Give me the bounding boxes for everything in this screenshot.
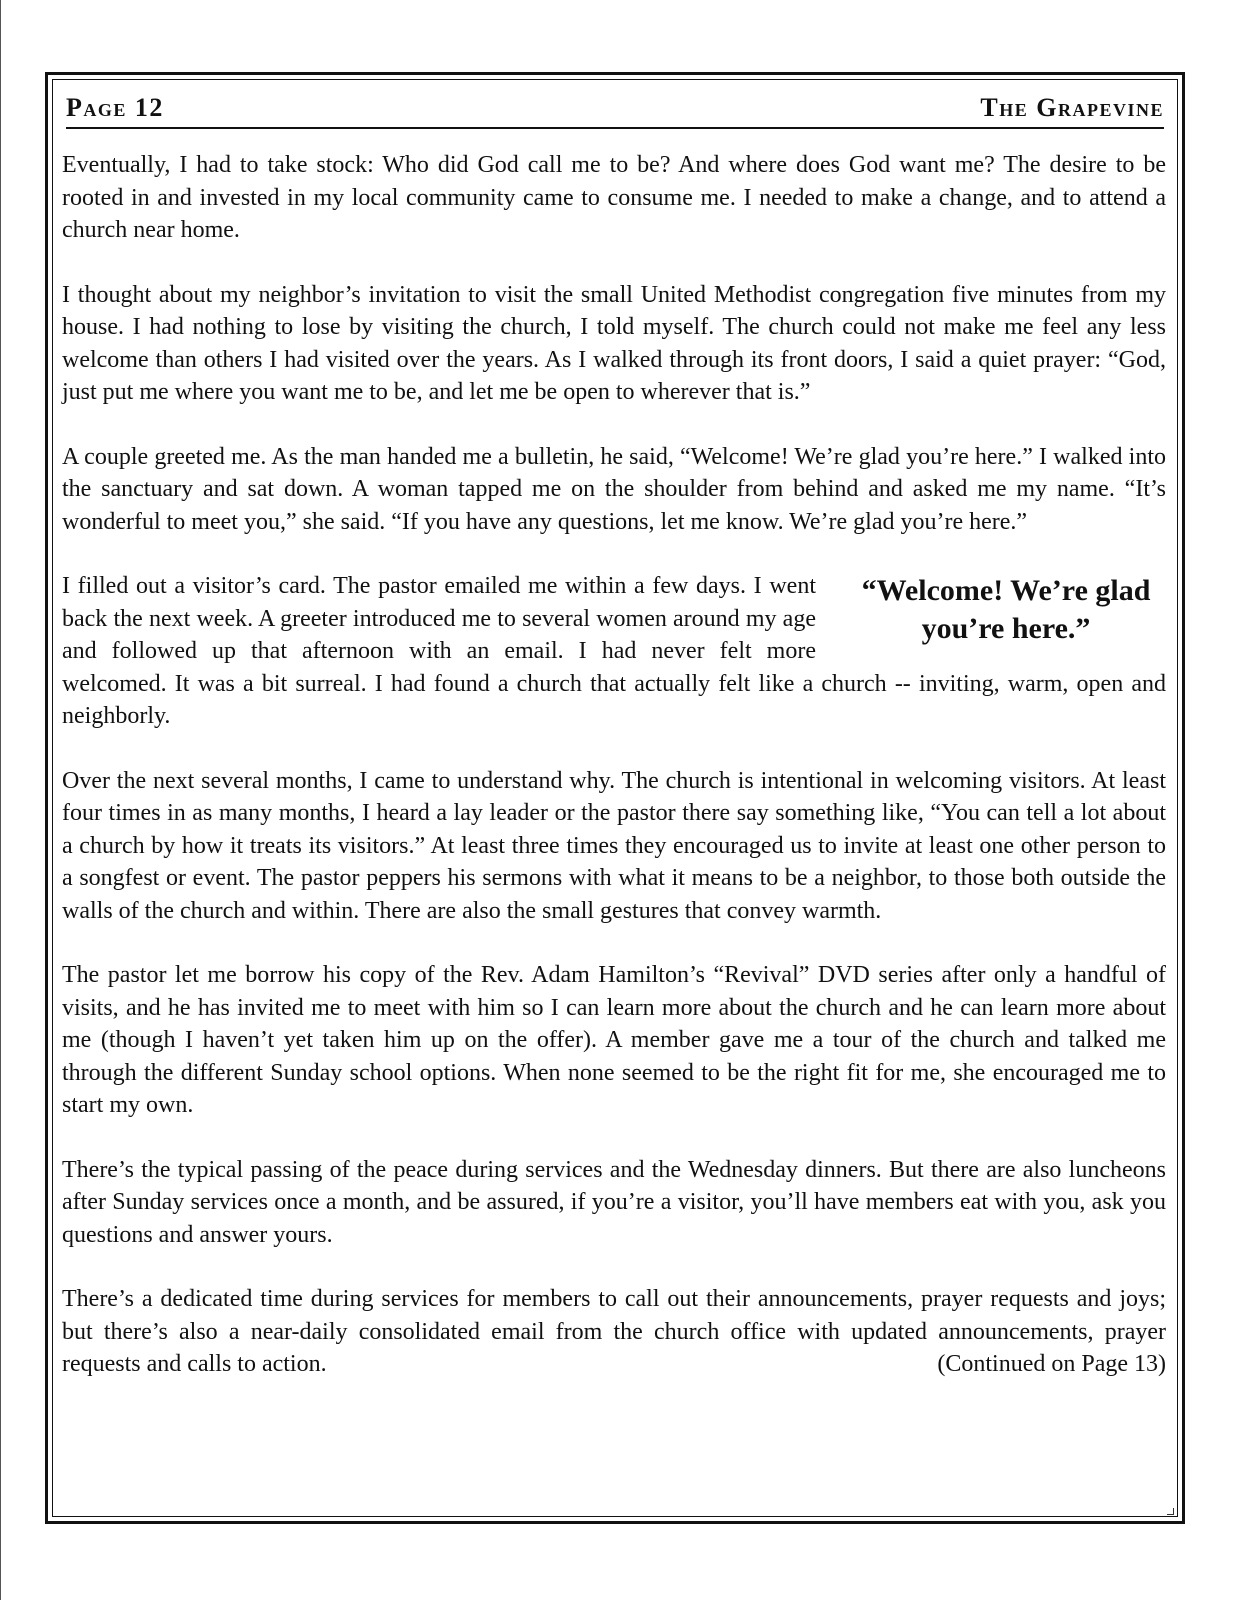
corner-mark: [1167, 1508, 1174, 1515]
paragraph-7: There’s the typical passing of the peace during services and the Wednesday dinners. But there are also luncheons after Sunday services once a month, and be assured, if you’re a visitor, you’ll have members eat with you, ask you questions and answer yours.: [62, 1156, 1166, 1248]
paragraph-4: I filled out a visitor’s card. The pastor emailed me within a few days. I went back the next week. A greeter introduced me to several women around my age and followed up that afternoon with an email. I had never felt more welcomed. It was a bit surreal. I had found a church that actually felt like a church -- inviting, warm, open and neighborly.: [62, 573, 1166, 729]
paragraph-6: The pastor let me borrow his copy of the Rev. Adam Hamilton’s “Revival” DVD series after only a handful of visits, and he has invited me to meet with him so I can learn more about the church and he can learn more about me (though I haven’t yet taken him up on the offer). A member gave me a tour of the church and talked me through the different Sunday school options. When none seemed to be the right fit for me, she encouraged me to start my own.: [62, 962, 1166, 1118]
paragraph-5: Over the next several months, I came to understand why. The church is intentional in welcoming visitors. At least four times in as many months, I heard a lay leader or the pastor there say something like, “You can tell a lot about a church by how it treats its visitors.” At least three times they encouraged us to invite at least one other person to a songfest or event. The pastor peppers his sermons with what it means to be a neighbor, to those both outside the walls of the church and within. There are also the small gestures that convey warmth.: [62, 767, 1166, 924]
page-number: Page 12: [66, 93, 164, 122]
page-header: [66, 93, 1164, 129]
page-border: [45, 72, 1185, 1524]
paragraph-1: Eventually, I had to take stock: Who did God call me to be? And where does God want me? The desire to be rooted in and invested in my local community came to consume me. I needed to make a change, and to attend a church near home.: [62, 152, 1166, 243]
paragraph-2: I thought about my neighbor’s invitation to visit the small United Methodist congregation five minutes from my house. I had nothing to lose by visiting the church, I told myself. The church could not make me feel any less welcome than others I had visited over the years. As I walked through its front doors, I said a quiet prayer: “God, just put me where you want me to be, and let me be open to wherever that is.”: [62, 281, 1166, 405]
article-body: [62, 149, 1166, 1413]
continued-note: (Continued on Page 13): [937, 1351, 1166, 1377]
paragraph-8: [62, 1283, 1166, 1381]
page-edge-line: [0, 0, 1, 1600]
publication-title: The Grapevine: [980, 93, 1164, 122]
paragraph-3: A couple greeted me. As the man handed me a bulletin, he said, “Welcome! We’re glad you’re here.” I walked into the sanctuary and sat down. A woman tapped me on the shoulder from behind and asked me my name. “It’s wonderful to meet you,” she said. “If you have any questions, let me know. We’re glad you’re here.”: [62, 443, 1166, 535]
paragraph-8-text: There’s a dedicated time during services for members to call out their announcements, prayer requests and joys; but there’s also a near-daily consolidated email from the church office with updated announcements, prayer requests and calls to action.: [62, 1286, 1166, 1377]
pull-quote: “Welcome! We’re glad you’re here.”: [861, 574, 1151, 645]
